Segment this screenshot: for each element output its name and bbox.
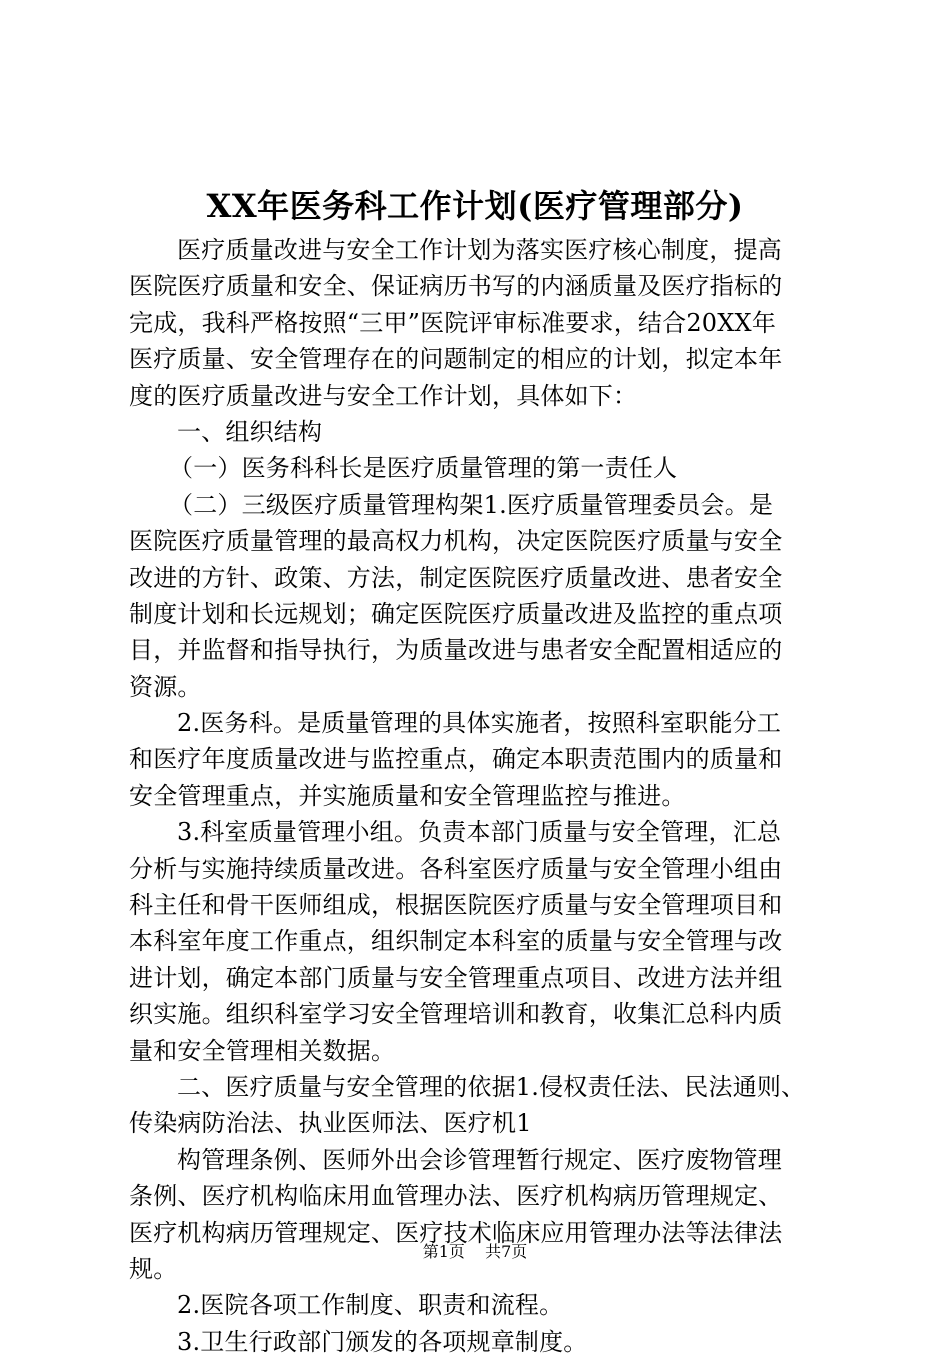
section-heading: 二、医疗质量与安全管理的依据1.侵权责任法、民法通则、: [177, 1072, 806, 1101]
paragraph-line: 2.医务科。是质量管理的具体实施者，按照科室职能分工: [177, 709, 782, 738]
paragraph-line: 度的医疗质量改进与安全工作计划，具体如下：: [129, 381, 638, 410]
paragraph-line: 规。: [129, 1254, 178, 1283]
page-footer: [0, 1240, 950, 1264]
section-heading: 一、组织结构: [177, 417, 323, 446]
paragraph-line: 医院医疗质量管理的最高权力机构，决定医院医疗质量与安全: [129, 527, 783, 556]
subsection-heading: （一）医务科科长是医疗质量管理的第一责任人: [169, 454, 678, 483]
paragraph-line: 2.医院各项工作制度、职责和流程。: [177, 1291, 564, 1320]
page-number-total: 共7页: [485, 1242, 528, 1261]
paragraph-line: 量和安全管理相关数据。: [129, 1036, 396, 1065]
paragraph-line: 目，并监督和指导执行，为质量改进与患者安全配置相适应的: [129, 636, 783, 665]
paragraph-line: 传染病防治法、执业医师法、医疗机1: [129, 1109, 532, 1138]
paragraph-line: 资源。: [129, 672, 202, 701]
paragraph-line: 科主任和骨干医师组成，根据医院医疗质量与安全管理项目和: [129, 891, 783, 920]
document-title: XX年医务科工作计划(医疗管理部分): [206, 187, 744, 225]
paragraph-line: 织实施。组织科室学习安全管理培训和教育，收集汇总科内质: [129, 1000, 783, 1029]
paragraph-line: 3.卫生行政部门颁发的各项规章制度。: [177, 1327, 588, 1356]
paragraph-line: 和医疗年度质量改进与监控重点，确定本职责范围内的质量和: [129, 745, 783, 774]
paragraph-line: 进计划，确定本部门质量与安全管理重点项目、改进方法并组: [129, 963, 783, 992]
page-number-current: 第1页: [422, 1242, 465, 1261]
paragraph-line: 医疗机构病历管理规定、医疗技术临床应用管理办法等法律法: [129, 1218, 783, 1247]
paragraph-line: 分析与实施持续质量改进。各科室医疗质量与安全管理小组由: [129, 854, 783, 883]
paragraph-line: 本科室年度工作重点，组织制定本科室的质量与安全管理与改: [129, 927, 783, 956]
paragraph-line: 完成，我科严格按照“三甲”医院评审标准要求，结合20XX年: [129, 308, 777, 337]
paragraph-line: 医疗质量改进与安全工作计划为落实医疗核心制度，提高: [177, 236, 782, 264]
paragraph-line: 条例、医疗机构临床用血管理办法、医疗机构病历管理规定、: [129, 1182, 783, 1211]
paragraph-line: 安全管理重点，并实施质量和安全管理监控与推进。: [129, 781, 686, 810]
paragraph-line: 构管理条例、医师外出会诊管理暂行规定、医疗废物管理: [177, 1145, 782, 1174]
document-body: [129, 232, 829, 1360]
paragraph-line: 改进的方针、政策、方法，制定医院医疗质量改进、患者安全: [129, 563, 783, 592]
paragraph-line: 医疗质量、安全管理存在的问题制定的相应的计划，拟定本年: [129, 345, 783, 374]
paragraph-line: （二）三级医疗质量管理构架1.医疗质量管理委员会。是: [169, 490, 774, 519]
paragraph-line: 制度计划和长远规划；确定医院医疗质量改进及监控的重点项: [129, 599, 783, 628]
paragraph-line: 医院医疗质量和安全、保证病历书写的内涵质量及医疗指标的: [129, 272, 783, 301]
paragraph-line: 3.科室质量管理小组。负责本部门质量与安全管理，汇总: [177, 818, 782, 847]
